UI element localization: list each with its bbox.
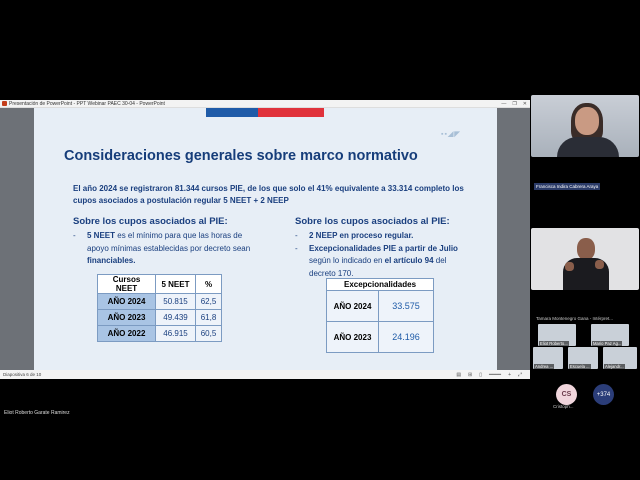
fit-slide-icon[interactable]: ⤢ bbox=[517, 372, 522, 378]
maximize-button[interactable]: ❐ bbox=[512, 101, 517, 107]
column-header: 5 NEET bbox=[156, 275, 196, 294]
table-row: AÑO 2023 24.196 bbox=[327, 322, 434, 353]
table-row: AÑO 2022 46.915 60,5 bbox=[98, 326, 222, 342]
left-heading: Sobre los cupos asociados al PIE: bbox=[73, 216, 228, 227]
window-title: Presentación de PowerPoint - PPT Webinar PAEC 30-04 - PowerPoint bbox=[9, 100, 165, 107]
column-header: Cursos NEET bbox=[98, 275, 156, 294]
left-bullets bbox=[73, 230, 253, 268]
participant-thumbnail[interactable]: Eliot Roberto... bbox=[538, 324, 576, 346]
exceptions-table bbox=[326, 278, 434, 353]
normal-view-icon[interactable]: ▤ bbox=[456, 372, 462, 378]
participant-thumbnail[interactable]: Andrea ... bbox=[533, 347, 563, 369]
table-row: AÑO 2023 49.439 61,8 bbox=[98, 310, 222, 326]
table-row: AÑO 2024 50.815 62,5 bbox=[98, 294, 222, 310]
participant-video-tile[interactable] bbox=[531, 95, 639, 157]
close-button[interactable]: ✕ bbox=[522, 101, 527, 107]
column-header: Excepcionalidades bbox=[327, 279, 434, 291]
powerpoint-titlebar bbox=[0, 100, 530, 108]
interpreter-name: Tamara Montenegro Gana - Intérpret... bbox=[536, 316, 614, 321]
table-row: AÑO 2024 33.575 bbox=[327, 291, 434, 322]
participant-thumbnail[interactable]: Mario Paz Ag... bbox=[591, 324, 629, 346]
presenter-name: Eliot Roberto Garate Ramirez bbox=[4, 410, 70, 416]
reading-view-icon[interactable]: ▯ bbox=[479, 372, 483, 378]
participant-name-tag: Francisca Indira Cabrera Araya bbox=[536, 184, 599, 189]
participant-thumbnail[interactable]: Escuela ... bbox=[568, 347, 598, 369]
list-item: - Excepcionalidades PIE a partir de Julio según lo indicado en el artículo 94 del decreto 170. bbox=[295, 243, 458, 278]
list-item: - 5 NEET es el mínimo para que las horas de apoyo mínimas establecidas por decreto sean financiables. bbox=[73, 231, 251, 265]
right-heading: Sobre los cupos asociados al PIE: bbox=[295, 216, 450, 227]
header-bar-blue bbox=[206, 108, 258, 117]
avatar[interactable]: CS bbox=[556, 384, 577, 405]
neet-table bbox=[97, 274, 222, 342]
slide bbox=[34, 108, 497, 370]
slide-counter: Diapositiva 6 de 10 bbox=[3, 372, 42, 377]
more-participants-button[interactable]: +374 bbox=[593, 384, 614, 405]
powerpoint-statusbar bbox=[0, 370, 530, 379]
column-header: % bbox=[196, 275, 222, 294]
slide-area bbox=[0, 108, 530, 370]
right-bullets bbox=[295, 230, 465, 280]
sorter-view-icon[interactable]: ⊞ bbox=[468, 372, 473, 378]
slide-intro: El año 2024 se registraron 81.344 cursos PIE, de los que solo el 41% equivalente a 33.314 completo los cupos asociados a postulación regular 5 NEET + 2 NEEP bbox=[73, 184, 464, 205]
table-header-row bbox=[98, 275, 222, 294]
table-header-row bbox=[327, 279, 434, 291]
interpreter-video-tile[interactable] bbox=[531, 228, 639, 290]
participant-thumbnail[interactable]: Alejandr... bbox=[603, 347, 637, 369]
minimize-button[interactable]: — bbox=[501, 101, 507, 107]
avatar-name: Cristoph... bbox=[553, 404, 574, 409]
zoom-in-button[interactable]: + bbox=[508, 372, 511, 378]
list-item: - 2 NEEP en proceso regular. bbox=[295, 231, 414, 240]
slide-title: Consideraciones generales sobre marco normativo bbox=[64, 148, 418, 164]
header-bar-red bbox=[258, 108, 324, 117]
slide-logo: ▪▪◢◤ bbox=[441, 131, 461, 138]
zoom-slider[interactable]: ━━━━ bbox=[489, 372, 502, 378]
powerpoint-icon bbox=[2, 101, 7, 106]
